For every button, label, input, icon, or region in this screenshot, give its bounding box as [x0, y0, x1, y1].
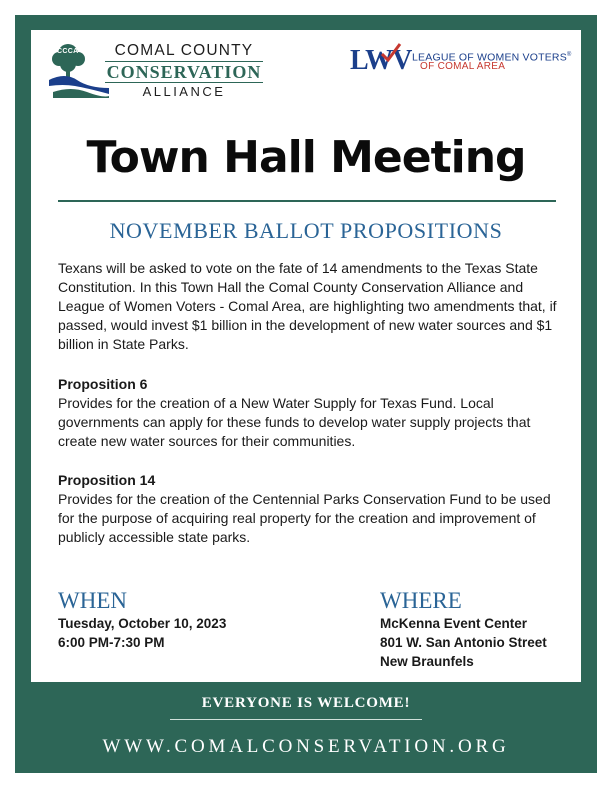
ccca-line-3: ALLIANCE	[142, 84, 226, 99]
lwv-logo	[350, 46, 572, 78]
where-details	[380, 614, 547, 671]
ccca-badge: CCCA	[57, 48, 79, 55]
venue-street: 801 W. San Antonio Street	[380, 635, 547, 650]
welcome-divider	[170, 719, 422, 720]
lwv-checkmark-icon	[380, 42, 402, 64]
proposition-text: Provides for the creation of the Centennial Parks Conservation Fund to be used for the purpose of acquiring real property for the creation and improvement of publicly accessible state parks.	[58, 491, 551, 545]
proposition-14	[58, 471, 558, 547]
lwv-mark: LWV	[350, 45, 412, 76]
ccca-line-1: COMAL COUNTY	[114, 42, 254, 59]
intro-paragraph: Texans will be asked to vote on the fate of 14 amendments to the Texas State Constitution. In this Town Hall the Comal County Conservation Alliance and League of Women Voters - Comal Area, are highlighting two amendments that, if passed, would invest $1 billion in the development of new water sources and $1 billion in State Parks.	[58, 260, 557, 352]
proposition-6	[58, 375, 558, 451]
event-time: 6:00 PM-7:30 PM	[58, 635, 165, 650]
proposition-heading: Proposition 6	[58, 376, 148, 392]
when-details	[58, 614, 226, 652]
website-link[interactable]: WWW.COMALCONSERVATION.ORG	[102, 736, 510, 757]
welcome-banner: EVERYONE IS WELCOME!	[201, 695, 411, 711]
where-heading: WHERE	[380, 588, 462, 613]
lwv-registered-mark: ®	[566, 52, 572, 58]
proposition-text: Provides for the creation of a New Water Supply for Texas Fund. Local governments can apply for these funds to develop water supply projects that create new water sources for their communities.	[58, 395, 531, 449]
page-title: Town Hall Meeting	[86, 132, 526, 183]
when-heading: WHEN	[58, 588, 127, 613]
lwv-name-text: LEAGUE OF WOMEN VOTERS	[412, 51, 567, 64]
content-panel	[31, 30, 581, 682]
ccca-logo	[47, 42, 262, 100]
venue-name: McKenna Event Center	[380, 616, 528, 631]
title-divider	[58, 200, 556, 202]
page-subtitle: NOVEMBER BALLOT PROPOSITIONS	[109, 218, 503, 243]
event-date: Tuesday, October 10, 2023	[58, 616, 227, 631]
venue-city: New Braunfels	[380, 654, 474, 669]
lwv-subtitle: OF COMAL AREA	[420, 61, 506, 72]
ccca-line-2: CONSERVATION	[106, 62, 262, 82]
ccca-wordmark	[105, 42, 263, 100]
proposition-heading: Proposition 14	[58, 472, 156, 488]
